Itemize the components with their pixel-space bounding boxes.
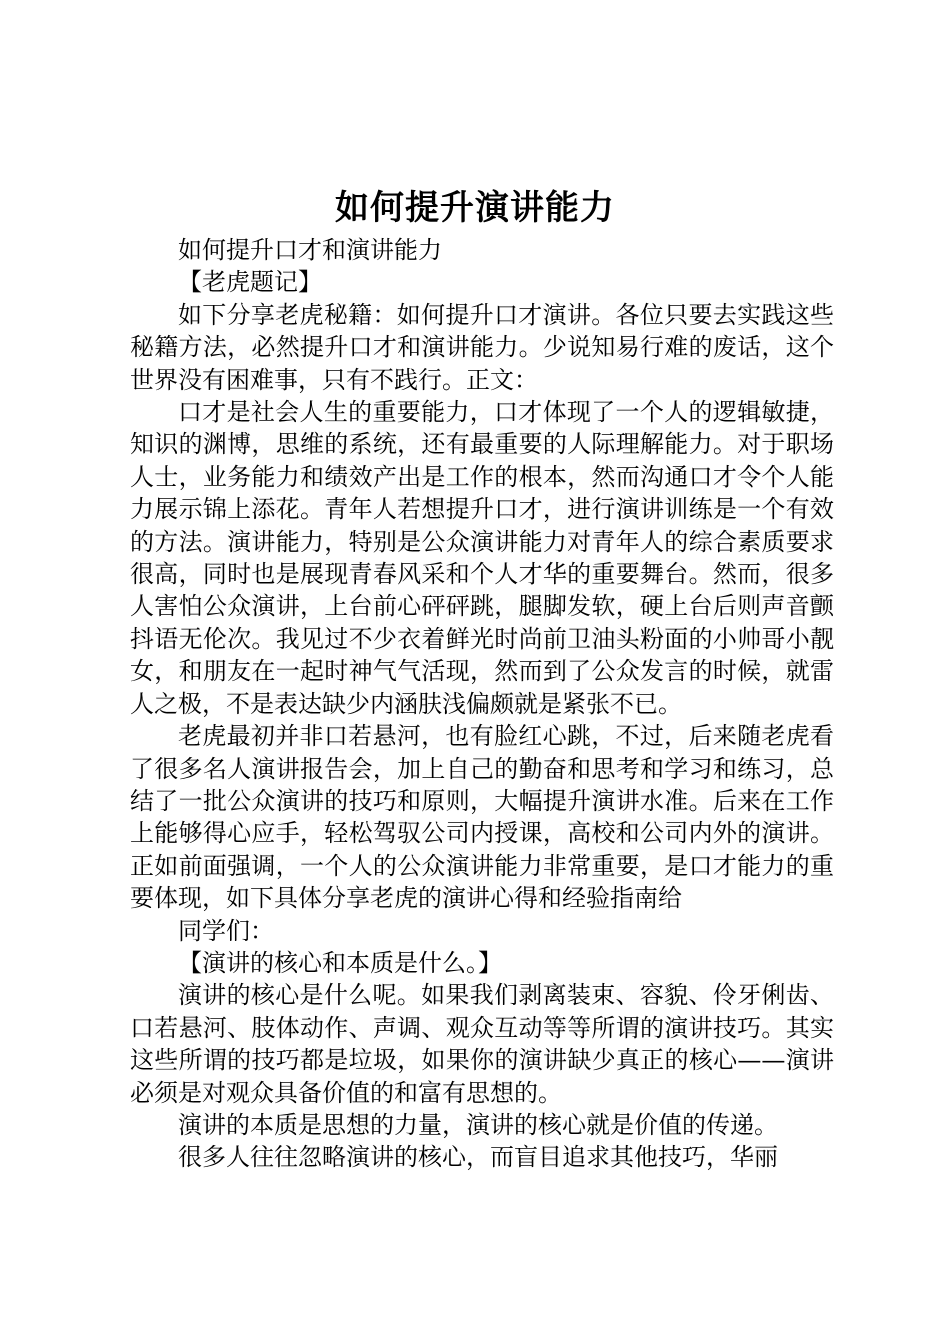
document-title: 如何提升演讲能力	[335, 188, 615, 228]
paragraph: 如何提升口才和演讲能力	[178, 236, 442, 264]
paragraph: 如下分享老虎秘籍：如何提升口才演讲。各位只要去实践这些秘籍方法，必然提升口才和演讲能力。少说知易行难的废话，这个世界没有困难事，只有不践行。正文：	[130, 300, 834, 394]
paragraph: 口才是社会人生的重要能力，口才体现了一个人的逻辑敏捷，知识的渊博，思维的系统，还有最重要的人际理解能力。对于职场人士，业务能力和绩效产出是工作的根本，然而沟通口才令个人能力展示锦上添花。青年人若想提升口才，进行演讲训练是一个有效的方法。演讲能力，特别是公众演讲能力对青年人的综合素质要求很高，同时也是展现青春风采和个人才华的重要舞台。然而，很多人害怕公众演讲，上台前心砰砰跳，腿脚发软，硬上台后则声音颤抖语无伦次。我见过不少衣着鲜光时尚前卫油头粉面的小帅哥小靓女，和朋友在一起时神气气活现，然而到了公众发言的时候，就雷人之极，不是表达缺少内涵肤浅偏颇就是紧张不已。	[130, 398, 834, 718]
paragraph: 老虎最初并非口若悬河，也有脸红心跳，不过，后来随老虎看了很多名人演讲报告会，加上自己的勤奋和思考和学习和练习，总结了一批公众演讲的技巧和原则，大幅提升演讲水准。后来在工作上能够得心应手，轻松驾驭公司内授课，高校和公司内外的演讲。正如前面强调，一个人的公众演讲能力非常重要，是口才能力的重要体现，如下具体分享老虎的演讲心得和经验指南给	[130, 722, 834, 913]
paragraph: 很多人往往忽略演讲的核心，而盲目追求其他技巧，华丽	[178, 1143, 778, 1172]
paragraph: 【演讲的核心和本质是什么。】	[178, 948, 502, 977]
paragraph: 【老虎题记】	[178, 268, 322, 297]
paragraph: 演讲的本质是思想的力量，演讲的核心就是价值的传递。	[178, 1110, 778, 1139]
paragraph: 演讲的核心是什么呢。如果我们剥离装束、容貌、伶牙俐齿、口若悬河、肢体动作、声调、观众互动等等所谓的演讲技巧。其实这些所谓的技巧都是垃圾，如果你的演讲缺少真正的核心——演讲必须是对观众具备价值的和富有思想的。	[130, 981, 834, 1107]
paragraph: 同学们：	[178, 916, 274, 945]
document-body	[130, 234, 834, 1174]
